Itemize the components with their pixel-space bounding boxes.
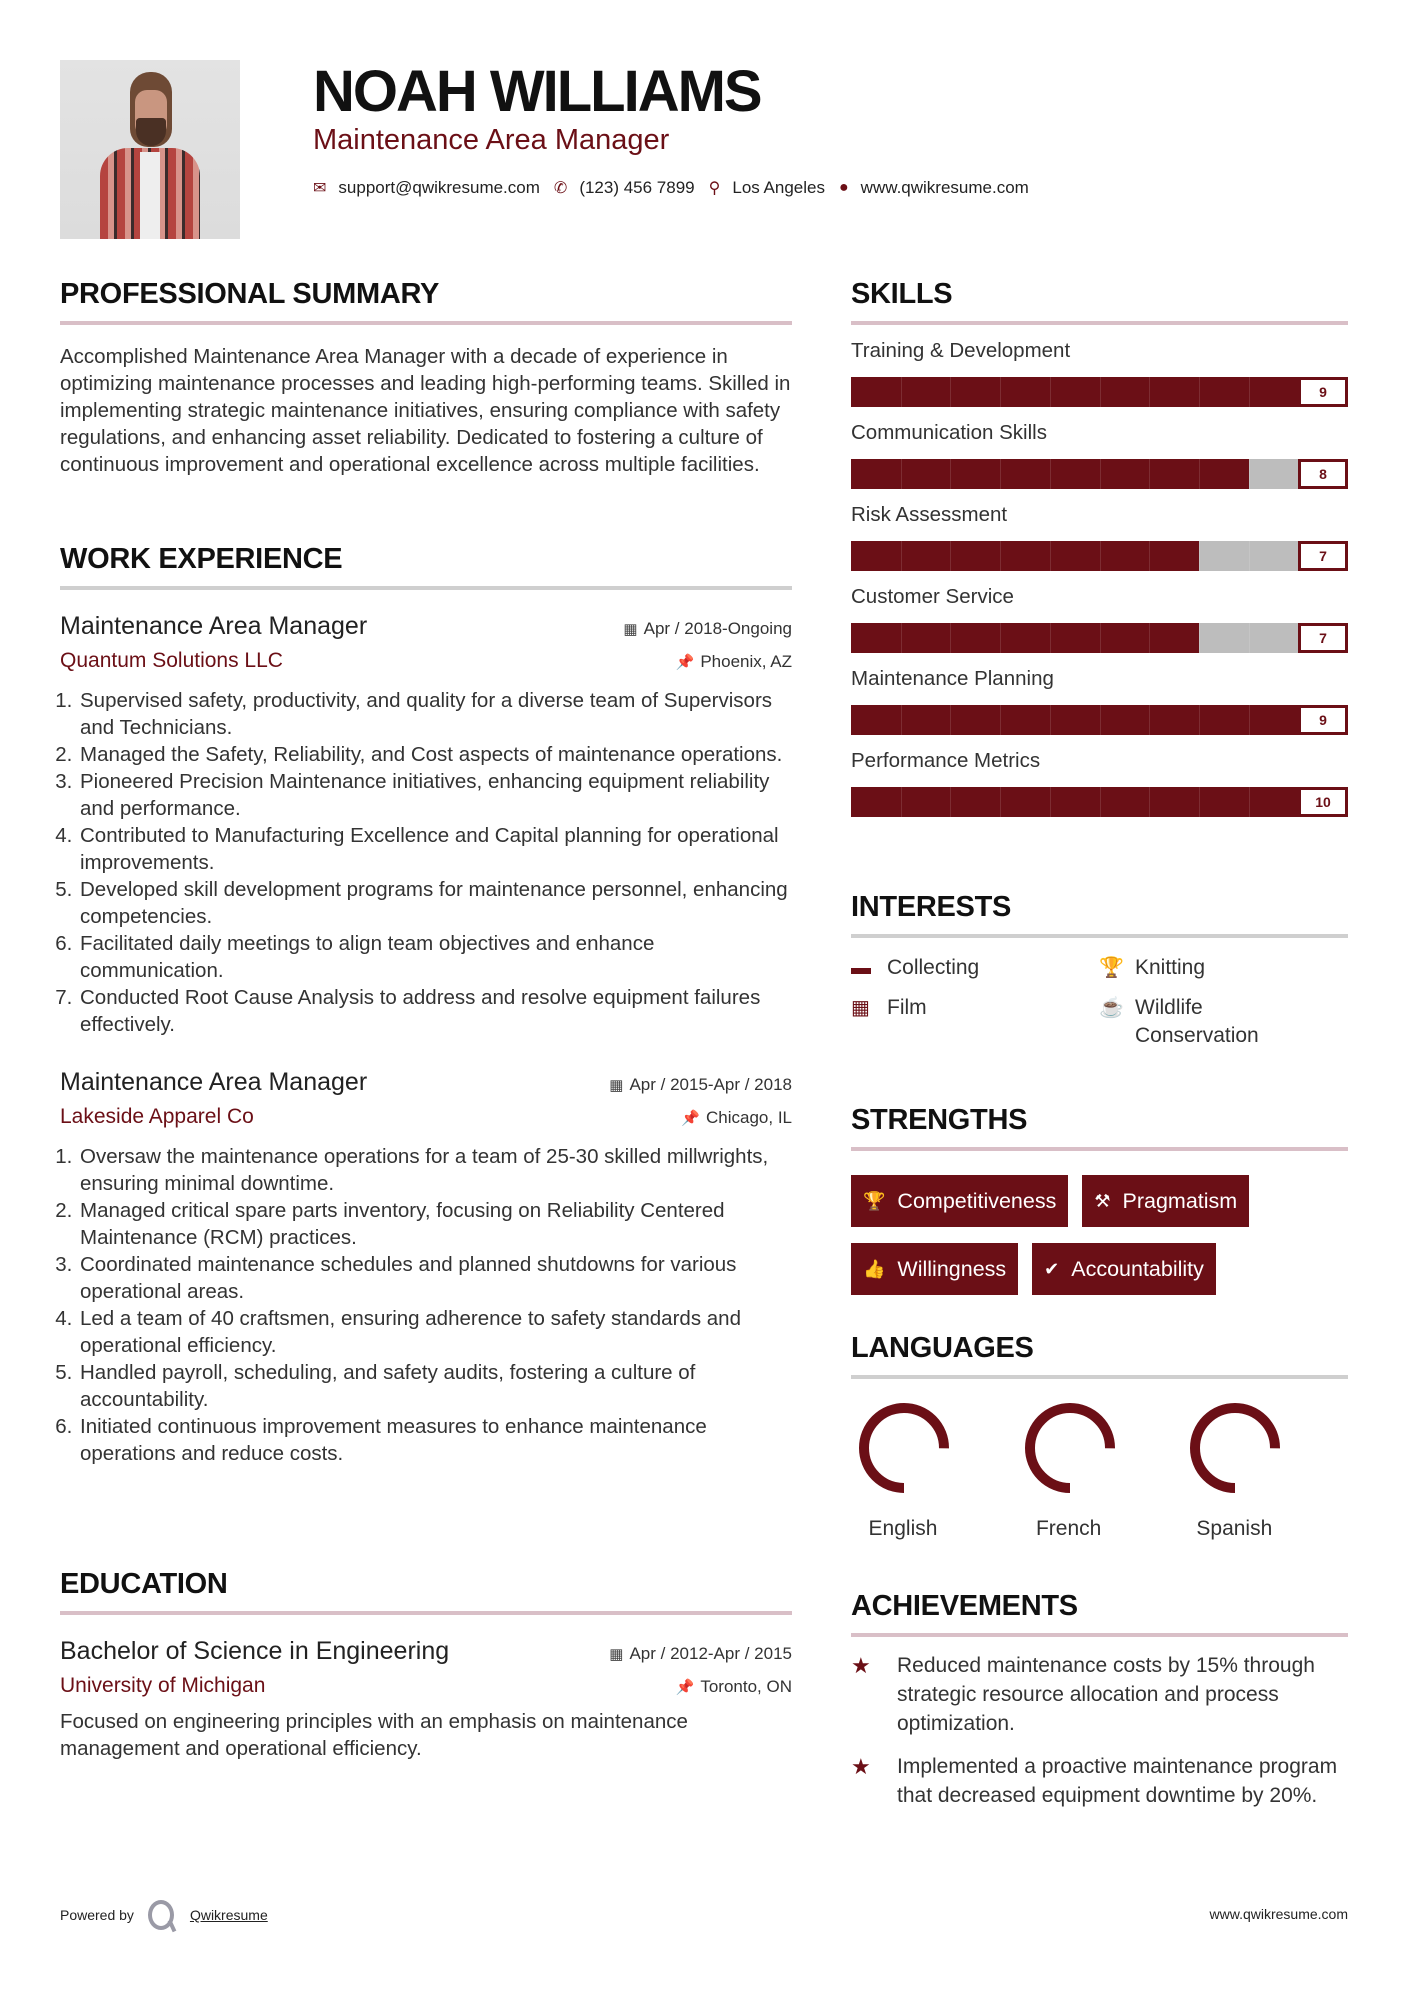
strength-tag: ⚒ Pragmatism (1082, 1175, 1249, 1227)
interest-item: ▬ Collecting (851, 954, 1099, 982)
education-section (60, 1568, 792, 1762)
list-item: 5. Handled payroll, scheduling, and safety audits, fostering a culture of accountability. (78, 1359, 792, 1413)
contact-email[interactable]: ✉ support@qwikresume.com (313, 178, 540, 197)
education-date: Apr / 2012-Apr / 2015 (629, 1644, 792, 1663)
achievement-item: ★ Reduced maintenance costs by 15% through strategic resource allocation and process optimization. (851, 1651, 1348, 1738)
skill-item (851, 749, 1348, 817)
interest-item: 🏆 Knitting (1099, 954, 1348, 982)
school-name: University of Michigan (60, 1674, 266, 1697)
experience-section (60, 543, 792, 1467)
job-entry (60, 612, 792, 1038)
job-company: Lakeside Apparel Co (60, 1105, 254, 1128)
gavel-icon: ⚒ (1094, 1190, 1111, 1211)
contact-location: ⚲ Los Angeles (708, 178, 825, 197)
degree-title: Bachelor of Science in Engineering (60, 1637, 450, 1665)
list-item: 2. Managed the Safety, Reliability, and Cost aspects of maintenance operations. (78, 741, 792, 768)
film-icon: ▦ (851, 997, 870, 1019)
candidate-name: NOAH WILLIAMS (313, 59, 761, 124)
trophy-icon: 🏆 (1099, 957, 1124, 979)
languages-section (851, 1332, 1348, 1541)
shooting-star-icon: ★ (851, 1653, 871, 1678)
interest-item: ▦ Film (851, 994, 1099, 1050)
achievement-item: ★ Implemented a proactive maintenance program that decreased equipment downtime by 20%. (851, 1752, 1348, 1810)
education-description: Focused on engineering principles with an emphasis on maintenance management and operational efficiency. (60, 1710, 688, 1760)
skill-score: 7 (1298, 541, 1348, 571)
job-entry (60, 1068, 792, 1467)
list-item: 3. Pioneered Precision Maintenance initiatives, enhancing equipment reliability and performance. (78, 768, 792, 822)
skill-name: Training & Development (851, 339, 1071, 362)
job-location: Phoenix, AZ (700, 652, 792, 671)
calendar-icon: ▦ (609, 1646, 624, 1663)
skill-bar (851, 377, 1348, 407)
envelope-icon: ✉ (313, 180, 327, 197)
strength-tag: 🏆 Competitiveness (851, 1175, 1068, 1227)
section-divider (851, 934, 1348, 938)
language-level-ring (859, 1403, 949, 1493)
strength-tag: ✔ Accountability (1032, 1243, 1216, 1295)
summary-text: Accomplished Maintenance Area Manager with a decade of experience in optimizing maintenance processes and leading high-performing teams. Skilled in implementing strategic maintenance initiatives, ensuring compliance with safety regulations, and enhancing asset reliability. Dedicated to fostering a culture of continuous improvement and operational excellence across multiple facilities. (60, 345, 791, 476)
pushpin-icon: 📌 (681, 1110, 700, 1127)
calendar-icon: ▦ (609, 1077, 624, 1094)
skill-score: 8 (1298, 459, 1348, 489)
contact-bar (313, 178, 1043, 198)
language-item (851, 1403, 1017, 1541)
job-location: Chicago, IL (706, 1108, 792, 1127)
skill-score: 9 (1298, 377, 1348, 407)
skill-item (851, 585, 1348, 653)
list-item: 7. Conducted Root Cause Analysis to address and resolve equipment failures effectively. (78, 984, 792, 1038)
profile-photo (60, 60, 240, 239)
skill-item (851, 667, 1348, 735)
job-date: Apr / 2015-Apr / 2018 (629, 1075, 792, 1094)
skill-name: Maintenance Planning (851, 667, 1054, 690)
skill-score: 10 (1298, 787, 1348, 817)
language-level-ring (1025, 1403, 1115, 1493)
list-item: 2. Managed critical spare parts inventory, focusing on Reliability Centered Maintenance (RCM) practices. (78, 1197, 792, 1251)
strength-tag: 👍 Willingness (851, 1243, 1018, 1295)
list-item: 1. Oversaw the maintenance operations for a team of 25-30 skilled millwrights, ensuring minimal downtime. (78, 1143, 792, 1197)
education-location: Toronto, ON (700, 1677, 792, 1696)
job-company: Quantum Solutions LLC (60, 649, 283, 672)
summary-section (60, 278, 792, 478)
skill-bar (851, 705, 1348, 735)
skill-item (851, 503, 1348, 571)
pushpin-icon: 📌 (675, 654, 695, 671)
list-item: 3. Coordinated maintenance schedules and planned shutdowns for various operational areas. (78, 1251, 792, 1305)
skill-item (851, 339, 1348, 407)
contact-website[interactable]: ● www.qwikresume.com (839, 178, 1029, 197)
language-name: French (1035, 1517, 1102, 1540)
list-item: 4. Led a team of 40 craftsmen, ensuring adherence to safety standards and operational efficiency. (78, 1305, 792, 1359)
thumbs-up-icon: 👍 (863, 1258, 886, 1279)
check-circle-icon: ✔ (1044, 1258, 1060, 1279)
section-title: STRENGTHS (851, 1104, 1028, 1136)
shooting-star-icon: ★ (851, 1754, 871, 1779)
section-title: EDUCATION (60, 1568, 228, 1600)
language-name: Spanish (1196, 1517, 1273, 1540)
language-item (1017, 1403, 1183, 1541)
powered-by-label: Powered by (60, 1907, 134, 1923)
list-item: 6. Facilitated daily meetings to align team objectives and enhance communication. (78, 930, 792, 984)
job-duties (60, 1143, 792, 1467)
section-divider (60, 321, 792, 325)
section-title: INTERESTS (851, 891, 1012, 923)
achievements-section (851, 1590, 1348, 1810)
list-item: 1. Supervised safety, productivity, and quality for a diverse team of Supervisors and Technicians. (78, 687, 792, 741)
job-date: Apr / 2018-Ongoing (643, 619, 792, 638)
skill-score: 9 (1298, 705, 1348, 735)
section-divider (851, 321, 1348, 325)
skills-section (851, 278, 1348, 817)
section-title: WORK EXPERIENCE (60, 543, 343, 575)
job-title: Maintenance Area Manager (60, 612, 368, 640)
section-title: PROFESSIONAL SUMMARY (60, 278, 440, 310)
phone-icon: ✆ (553, 180, 568, 197)
section-divider (851, 1375, 1348, 1379)
section-title: ACHIEVEMENTS (851, 1590, 1078, 1622)
footer-branding (60, 1900, 268, 1930)
footer-url[interactable]: www.qwikresume.com (1209, 1906, 1348, 1922)
skill-bar (851, 623, 1348, 653)
language-level-ring (1190, 1403, 1280, 1493)
calendar-icon: ▦ (623, 621, 638, 638)
qwikresume-logo-icon (148, 1900, 174, 1930)
skill-name: Communication Skills (851, 421, 1047, 444)
mug-icon: ☕ (1099, 997, 1124, 1019)
section-divider (60, 586, 792, 590)
trophy-icon: 🏆 (863, 1190, 886, 1211)
strengths-section (851, 1104, 1348, 1295)
section-title: SKILLS (851, 278, 953, 310)
globe-icon: ● (839, 179, 849, 196)
job-duties (60, 687, 792, 1038)
section-title: LANGUAGES (851, 1332, 1034, 1364)
skill-bar (851, 541, 1348, 571)
interest-item: ☕ Wildlife Conservation (1099, 996, 1259, 1047)
archive-box-icon: ▬ (851, 957, 871, 979)
map-marker-icon: ⚲ (708, 180, 721, 197)
language-item (1182, 1403, 1348, 1541)
skill-bar (851, 459, 1348, 489)
section-divider (851, 1147, 1348, 1151)
interests-section (851, 891, 1348, 1050)
skill-name: Risk Assessment (851, 503, 1008, 526)
language-name: English (868, 1517, 938, 1540)
list-item: 6. Initiated continuous improvement measures to enhance maintenance operations and reduce costs. (78, 1413, 792, 1467)
contact-phone[interactable]: ✆ (123) 456 7899 (553, 178, 695, 197)
skill-name: Performance Metrics (851, 749, 1041, 772)
qwikresume-link[interactable]: Qwikresume (189, 1907, 268, 1923)
candidate-role: Maintenance Area Manager (313, 124, 670, 156)
skill-name: Customer Service (851, 585, 1014, 608)
pushpin-icon: 📌 (675, 1679, 695, 1696)
list-item: 4. Contributed to Manufacturing Excellence and Capital planning for operational improvements. (78, 822, 792, 876)
section-divider (60, 1611, 792, 1615)
skill-item (851, 421, 1348, 489)
job-title: Maintenance Area Manager (60, 1068, 368, 1096)
skill-score: 7 (1298, 623, 1348, 653)
skill-bar (851, 787, 1348, 817)
section-divider (851, 1633, 1348, 1637)
list-item: 5. Developed skill development programs for maintenance personnel, enhancing competencies. (78, 876, 792, 930)
